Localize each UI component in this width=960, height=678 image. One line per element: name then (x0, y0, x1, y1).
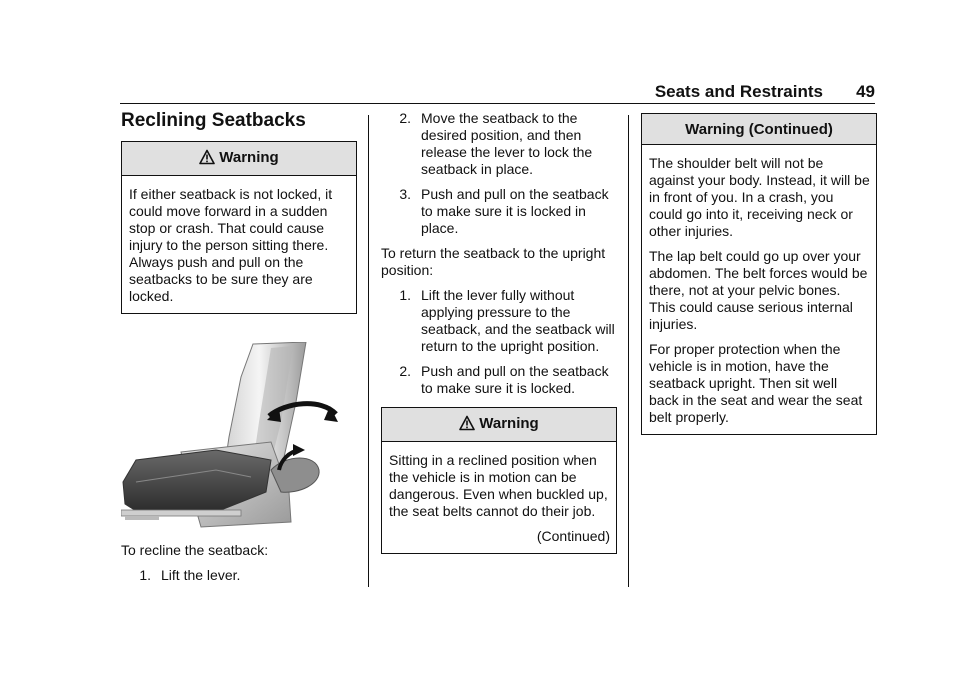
column-2 (381, 110, 617, 554)
list-item (381, 363, 617, 397)
continued-label: (Continued) (536, 528, 610, 544)
warning-box (121, 141, 357, 314)
list-item (381, 287, 617, 355)
step-number: 3. (399, 186, 411, 202)
list-item (381, 186, 617, 237)
list-item (381, 110, 617, 178)
warning-header (122, 142, 356, 176)
step-text: Lift the lever fully without applying pressure to the seatback, and the seatback will return to the upright position. (421, 287, 615, 354)
warning-header (382, 408, 616, 442)
page-number: 49 (856, 82, 875, 101)
recline-intro: To recline the seatback: (121, 542, 269, 558)
warning-triangle-icon (459, 415, 475, 435)
return-steps (381, 287, 617, 397)
warning-body (122, 176, 356, 313)
step-number: 2. (399, 363, 411, 379)
warning-heading: Warning (479, 415, 539, 432)
warning-body (382, 442, 616, 553)
step-text: Move the seatback to the desired position, and then release the lever to lock the seatback in place. (421, 110, 593, 177)
recline-steps-1 (121, 567, 357, 584)
step-number: 1. (399, 287, 411, 303)
warning-text: Sitting in a reclined position when the vehicle is in motion can be dangerous. Even when buckled up, the seat belts cannot do their job. (389, 452, 608, 519)
warning-body (642, 145, 876, 434)
warning-box-continued (641, 113, 877, 435)
warning-triangle-icon (199, 149, 215, 169)
return-intro: To return the seatback to the upright position: (381, 245, 606, 278)
list-item (121, 567, 357, 584)
step-text: Push and pull on the seatback to make sure it is locked. (421, 363, 609, 396)
warning-heading: Warning (219, 149, 279, 166)
column-3 (641, 110, 877, 435)
warning-text: If either seatback is not locked, it could move forward in a sudden stop or crash. That could cause injury to the person sitting there. Always push and pull on the seatbacks to be sure they are locked. (129, 186, 333, 304)
header-title: Seats and Restraints (654, 82, 823, 101)
warning-paragraph: For proper protection when the vehicle is in motion, have the seatback upright. Then sit well back in the seat and wear the seat belt properly. (649, 341, 863, 425)
section-title: Reclining Seatbacks (121, 110, 306, 131)
step-number: 1. (139, 567, 151, 583)
warning-header: Warning (Continued) (642, 114, 876, 145)
page-header (120, 82, 875, 104)
step-number: 2. (399, 110, 411, 126)
warning-paragraph: The lap belt could go up over your abdomen. The belt forces would be there, not at your pelvic bones. This could cause serious internal injuries. (649, 248, 868, 332)
column-divider-1 (368, 115, 369, 587)
recline-steps-2 (381, 110, 617, 237)
step-text: Lift the lever. (161, 567, 241, 583)
warning-box (381, 407, 617, 554)
seat-recline-illustration (121, 342, 338, 532)
column-divider-2 (628, 115, 629, 587)
warning-paragraph: The shoulder belt will not be against your body. Instead, it will be in front of you. In a crash, you could go into it, receiving neck or other injuries. (649, 155, 870, 239)
column-1 (121, 110, 357, 592)
header-rule (120, 103, 875, 104)
step-text: Push and pull on the seatback to make sure it is locked in place. (421, 186, 609, 236)
